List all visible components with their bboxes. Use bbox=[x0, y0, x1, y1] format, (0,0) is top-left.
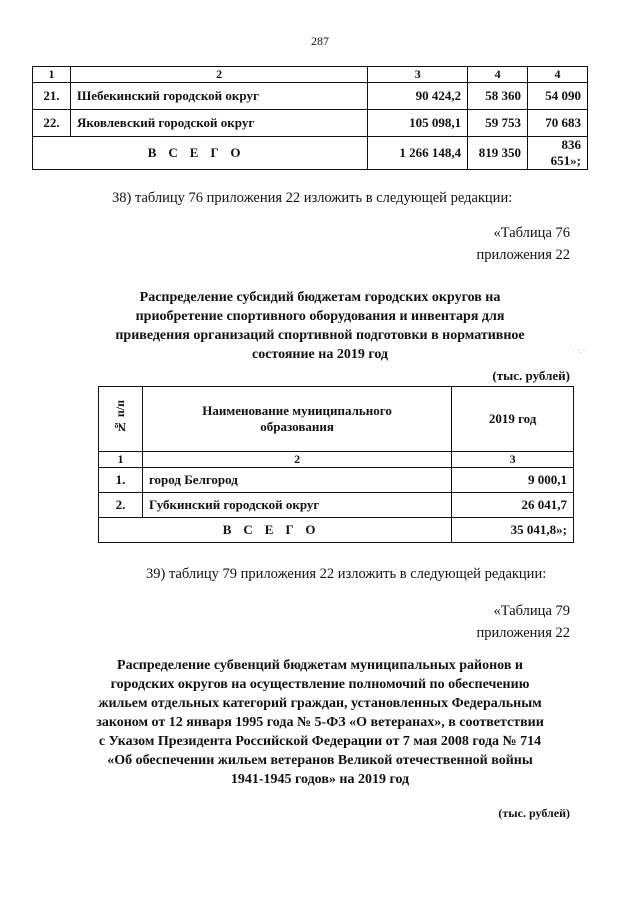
row-number: 22. bbox=[33, 110, 71, 137]
column-number: 1 bbox=[33, 67, 71, 83]
heading-line: с Указом Президента Российской Федерации от 7 мая 2008 года № 714 bbox=[98, 734, 542, 749]
table-row bbox=[99, 468, 574, 493]
heading-line: Распределение субсидий бюджетам городских округов на bbox=[139, 290, 501, 305]
table-76-heading bbox=[60, 288, 580, 364]
column-number: 1 bbox=[99, 452, 143, 468]
table-79-heading bbox=[60, 656, 580, 789]
table-row bbox=[99, 493, 574, 518]
table-total-row bbox=[99, 518, 574, 543]
heading-line: приведения организаций спортивной подготовки в нормативное bbox=[115, 328, 525, 343]
total-value: 819 350 bbox=[468, 137, 528, 170]
subsidy-table-76 bbox=[98, 386, 574, 543]
caption-line: приложения 22 bbox=[476, 247, 570, 263]
heading-line: Распределение субвенций бюджетам муниципальных районов и bbox=[117, 658, 523, 673]
header-name-line: образования bbox=[260, 419, 334, 434]
row-number: 1. bbox=[99, 468, 143, 493]
heading-line: городских округов на осуществление полномочий по обеспечению bbox=[110, 677, 530, 692]
table-76-caption bbox=[477, 222, 570, 266]
heading-line: законом от 12 января 1995 года № 5-ФЗ «О ветеранах», в соответствии bbox=[96, 715, 544, 730]
units-label: (тыс. рублей) bbox=[498, 806, 570, 820]
row-value: 26 041,7 bbox=[452, 493, 574, 518]
total-value: 1 266 148,4 bbox=[368, 137, 468, 170]
subsidy-table-continued bbox=[32, 66, 588, 170]
header-num-label: № п/п bbox=[112, 399, 127, 435]
row-name: город Белгород bbox=[142, 468, 451, 493]
header-num bbox=[99, 387, 143, 452]
table-column-numbers bbox=[99, 452, 574, 468]
heading-line: «Об обеспечении жильем ветеранов Великой отечественной войны bbox=[107, 753, 533, 768]
column-number: 4 bbox=[528, 67, 588, 83]
row-value: 105 098,1 bbox=[368, 110, 468, 137]
table-row bbox=[33, 110, 588, 137]
column-number: 3 bbox=[368, 67, 468, 83]
caption-line: «Таблица 76 bbox=[493, 225, 570, 241]
row-value: 9 000,1 bbox=[452, 468, 574, 493]
heading-line: 1941-1945 годов» на 2019 год bbox=[230, 772, 410, 787]
row-value: 58 360 bbox=[468, 83, 528, 110]
column-number: 3 bbox=[452, 452, 574, 468]
total-value: 35 041,8»; bbox=[452, 518, 574, 543]
heading-line: состояние на 2019 год bbox=[251, 347, 389, 362]
caption-line: приложения 22 bbox=[476, 625, 570, 641]
row-value: 54 090 bbox=[528, 83, 588, 110]
heading-line: жильем отдельных категорий граждан, установленных Федеральным bbox=[98, 696, 542, 711]
units-label: (тыс. рублей) bbox=[492, 368, 570, 383]
row-value: 59 753 bbox=[468, 110, 528, 137]
row-value: 90 424,2 bbox=[368, 83, 468, 110]
row-value: 70 683 bbox=[528, 110, 588, 137]
scan-noise: · ·.· bbox=[572, 345, 586, 355]
heading-line: приобретение спортивного оборудования и инвентаря для bbox=[135, 309, 505, 324]
total-value: 836 651»; bbox=[528, 137, 588, 170]
total-label: ВСЕГО bbox=[99, 518, 452, 543]
column-number: 2 bbox=[142, 452, 451, 468]
table-column-numbers bbox=[33, 67, 588, 83]
page-number: 287 bbox=[311, 34, 329, 48]
total-label: ВСЕГО bbox=[33, 137, 368, 170]
table-row bbox=[33, 83, 588, 110]
table-79-caption bbox=[477, 600, 570, 644]
row-number: 2. bbox=[99, 493, 143, 518]
row-number: 21. bbox=[33, 83, 71, 110]
row-name: Шебекинский городской округ bbox=[70, 83, 367, 110]
column-number: 4 bbox=[468, 67, 528, 83]
caption-line: «Таблица 79 bbox=[493, 603, 570, 619]
header-year: 2019 год bbox=[452, 387, 574, 452]
table-header-row bbox=[99, 387, 574, 452]
header-name bbox=[142, 387, 451, 452]
row-name: Губкинский городской округ bbox=[142, 493, 451, 518]
header-name-line: Наименование муниципального bbox=[202, 403, 392, 418]
paragraph-38: 38) таблицу 76 приложения 22 изложить в следующей редакции: bbox=[112, 190, 513, 206]
row-name: Яковлевский городской округ bbox=[70, 110, 367, 137]
paragraph-39: 39) таблицу 79 приложения 22 изложить в следующей редакции: bbox=[146, 566, 547, 582]
column-number: 2 bbox=[70, 67, 367, 83]
table-total-row bbox=[33, 137, 588, 170]
